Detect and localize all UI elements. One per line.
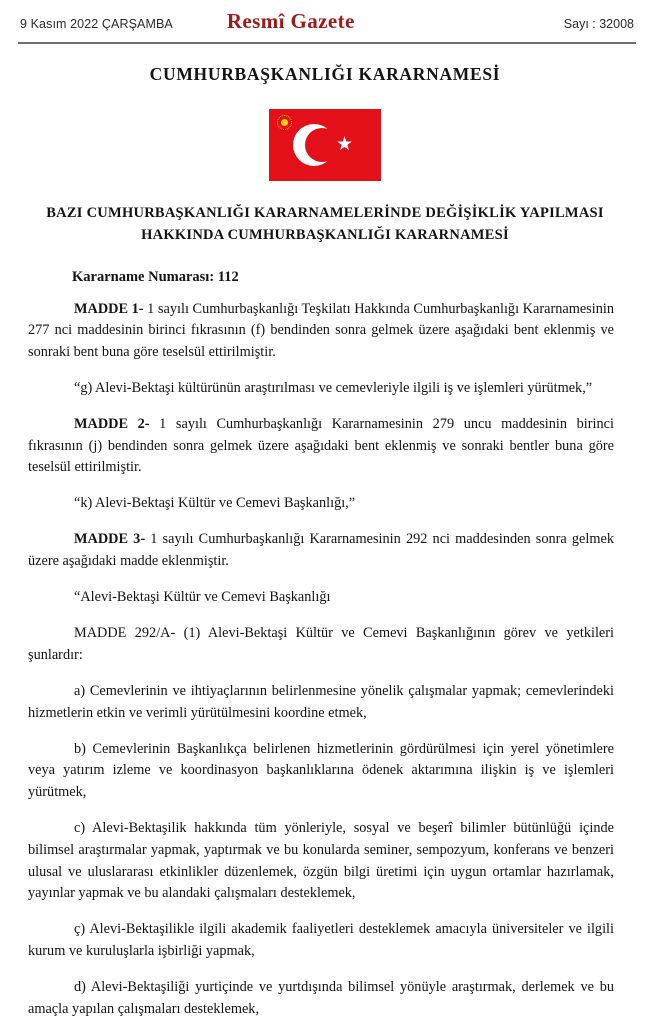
masthead xyxy=(0,0,650,34)
article-text: “g) Alevi-Bektaşi kültürünün araştırılması ve cemevleriyle ilgili iş ve işlemleri yürütmek,” xyxy=(74,380,592,396)
document-title: BAZI CUMHURBAŞKANLIĞI KARARNAMELERİNDE DEĞİŞİKLİK YAPILMASI HAKKINDA CUMHURBAŞKANLIĞI KARARNAMESİ xyxy=(45,203,605,247)
article-paragraph xyxy=(28,299,614,364)
issue-number: Sayı : 32008 xyxy=(564,17,634,31)
new-article-item: d) Alevi-Bektaşiliği yurtiçinde ve yurtdışında bilimsel yönüyle araştırmak, derlemek ve bu amaçla yapılan çalışmaları desteklemek, xyxy=(28,977,614,1020)
document-body xyxy=(28,299,614,1020)
new-article-item: ç) Alevi-Bektaşilikle ilgili akademik faaliyetleri desteklemek amacıyla üniversiteler ve ilgili kurum ve kuruluşlarla işbirliği yapmak, xyxy=(28,919,614,962)
article-paragraph xyxy=(28,493,614,515)
article-paragraph xyxy=(28,414,614,479)
article-lead: MADDE 1- xyxy=(74,301,144,317)
new-article-item: c) Alevi-Bektaşilik hakkında tüm yönleriyle, sosyal ve beşerî bilimler bütünlüğü içinde bilimsel araştırmalar yapmak, yaptırmak ve bu konularda seminer, sempozyum, konferans ve benzeri ulusal ve uluslararası etkinlikler düzenlemek, özgün bilgi üretimi için uygun ortamlar hazırlamak, yayınlar yapmak ve bu alandaki çalışmaları desteklemek, xyxy=(28,818,614,905)
decree-number: Kararname Numarası: 112 xyxy=(72,269,650,286)
article-lead: MADDE 3- xyxy=(74,531,145,547)
new-article-heading: “Alevi-Bektaşi Kültür ve Cemevi Başkanlığı xyxy=(28,587,614,609)
turkish-flag-emblem-icon xyxy=(269,109,381,181)
sun-icon xyxy=(277,115,292,130)
article-text: “k) Alevi-Bektaşi Kültür ve Cemevi Başkanlığı,” xyxy=(74,495,355,511)
new-article-intro: MADDE 292/A- (1) Alevi-Bektaşi Kültür ve Cemevi Başkanlığının görev ve yetkileri şunlardır: xyxy=(28,623,614,666)
article-text: 1 sayılı Cumhurbaşkanlığı Kararnamesinin 292 nci maddesinden sonra gelmek üzere aşağıdaki madde eklenmiştir. xyxy=(28,531,614,569)
header-divider xyxy=(18,42,636,44)
gazette-title: Resmî Gazete xyxy=(187,9,355,34)
emblem-container xyxy=(0,109,650,181)
document-type-heading: CUMHURBAŞKANLIĞI KARARNAMESİ xyxy=(0,64,650,85)
article-lead: MADDE 2- xyxy=(74,416,150,432)
new-article-item: b) Cemevlerinin Başkanlıkça belirlenen hizmetlerinin gördürülmesi için yerel yönetimlere veya yatırım izleme ve koordinasyon başkanlıklarına ödenek aktarımına ilişkin iş ve işlemleri yürütmek, xyxy=(28,739,614,804)
star-icon: ★ xyxy=(335,135,354,154)
article-paragraph xyxy=(28,378,614,400)
crescent-cutout xyxy=(305,128,339,162)
sun-core-icon xyxy=(281,119,288,126)
article-text: 1 sayılı Cumhurbaşkanlığı Teşkilatı Hakkında Cumhurbaşkanlığı Kararnamesinin 277 nci maddesinin birinci fıkrasının (f) bendinden sonra gelmek üzere aşağıdaki bent eklenmiş ve sonraki bent buna göre teselsül ettirilmiştir. xyxy=(28,301,614,360)
new-article-item: a) Cemevlerinin ve ihtiyaçlarının belirlenmesine yönelik çalışmalar yapmak; cemevlerindeki hizmetlerin etkin ve verimli yürütülmesini koordine etmek, xyxy=(28,681,614,724)
article-paragraph xyxy=(28,529,614,572)
article-text: 1 sayılı Cumhurbaşkanlığı Kararnamesinin 279 uncu maddesinin birinci fıkrasının (j) bendinden sonra gelmek üzere aşağıdaki bent eklenmiş ve sonraki bentler buna göre teselsül ettirilmiştir. xyxy=(28,416,614,475)
publication-date: 9 Kasım 2022 ÇARŞAMBA xyxy=(20,17,173,31)
